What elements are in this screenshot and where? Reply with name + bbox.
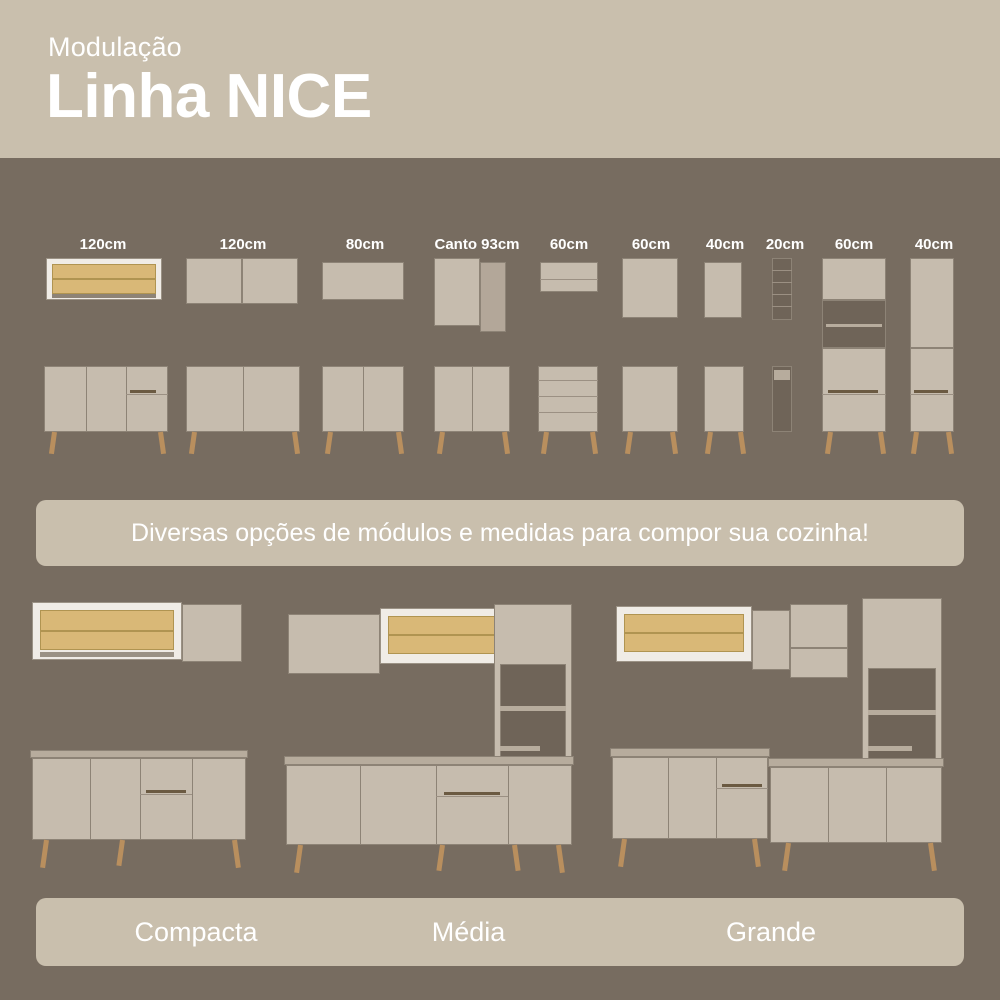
- grande-base-div-1: [668, 757, 669, 839]
- module-label-80: 80cm: [345, 236, 385, 253]
- grande-wall-glass-shelf: [624, 632, 744, 634]
- leg: [396, 432, 404, 454]
- tall-column-top-door: [822, 258, 886, 300]
- leg: [928, 843, 937, 871]
- module-label-corner: Canto 93cm: [434, 236, 520, 253]
- leg: [437, 432, 445, 454]
- wall-2-door-right: [242, 258, 298, 304]
- leg: [502, 432, 510, 454]
- base-1-door-narrow: [704, 366, 744, 432]
- compacta-base-drawer: [140, 794, 192, 795]
- drawer-line: [538, 396, 598, 397]
- module-label-40b: 40cm: [914, 236, 954, 253]
- wall-glass-unit-handle: [52, 294, 156, 298]
- composition-labels-bar: [36, 898, 964, 966]
- leg: [738, 432, 746, 454]
- wall-bottle-rack: [772, 258, 792, 320]
- module-label-60b: 60cm: [631, 236, 671, 253]
- media-base: [286, 765, 572, 845]
- leg: [49, 432, 57, 454]
- media-base-div-2: [436, 765, 437, 845]
- leg: [541, 432, 549, 454]
- base-3-door-drawer: [44, 366, 168, 432]
- media-counter-top: [284, 756, 574, 765]
- base-3-door-handle: [130, 390, 156, 393]
- base-3-door-drawer-line: [126, 394, 168, 395]
- wall-1-door-tall: [622, 258, 678, 318]
- wall-corner-right: [480, 262, 506, 332]
- module-label-40a: 40cm: [705, 236, 745, 253]
- leg: [946, 432, 954, 454]
- grande-base-right: [770, 767, 942, 843]
- header-bar: [0, 0, 1000, 158]
- base-column-shelf-handle: [828, 390, 878, 393]
- label-media: Média: [431, 917, 506, 947]
- media-base-drawer: [436, 796, 508, 797]
- label-compacta: Compacta: [134, 917, 258, 947]
- grande-base-right-div-2: [886, 767, 887, 843]
- module-label-20: 20cm: [765, 236, 805, 253]
- compacta-wall-door: [182, 604, 242, 662]
- grande-base-left: [612, 757, 768, 839]
- wall-short: [540, 262, 598, 292]
- leg: [878, 432, 886, 454]
- drawer-line: [538, 412, 598, 413]
- media-base-div-3: [508, 765, 509, 845]
- grande-counter-top-right: [768, 758, 944, 767]
- leg: [512, 845, 521, 871]
- base-2-door-div: [243, 366, 244, 432]
- grande-base-handle: [722, 784, 762, 787]
- tall-column-shelf-board: [826, 324, 882, 327]
- grande-wall-door-corner: [752, 610, 790, 670]
- leg: [911, 432, 919, 454]
- compacta-base-div-1: [90, 758, 91, 840]
- leg: [752, 839, 761, 867]
- grande-base-div-2: [716, 757, 717, 839]
- compacta-wall-shelf: [40, 630, 174, 632]
- compacta-base-handle: [146, 790, 186, 793]
- media-wall-door-left: [288, 614, 380, 674]
- wall-short-divider: [540, 279, 598, 280]
- wall-corner-left: [434, 258, 480, 326]
- leg: [40, 840, 49, 868]
- bottle-rack-line-2: [772, 282, 792, 283]
- bottle-rack-line-4: [772, 306, 792, 307]
- leg: [116, 840, 125, 866]
- wall-narrow: [704, 262, 742, 318]
- base-2-door-small-div: [363, 366, 364, 432]
- leg: [618, 839, 627, 867]
- leg: [782, 843, 791, 871]
- base-4-drawer: [538, 366, 598, 432]
- grande-counter-top-left: [610, 748, 770, 757]
- leg: [189, 432, 197, 454]
- grande-base-right-div-1: [828, 767, 829, 843]
- grande-column-open: [868, 668, 936, 772]
- leg: [436, 845, 445, 871]
- base-column-shelf-line: [822, 394, 886, 395]
- drawer-line: [538, 380, 598, 381]
- media-column-shelf-1: [500, 706, 566, 711]
- bottle-rack-line-3: [772, 294, 792, 295]
- tagline-banner: [36, 500, 964, 566]
- compacta-base-div-2: [140, 758, 141, 840]
- base-column-handle: [914, 390, 948, 393]
- page-title: Linha NICE: [46, 62, 372, 131]
- grande-wall-door-right-top: [790, 604, 848, 648]
- leg: [825, 432, 833, 454]
- base-1-door: [622, 366, 678, 432]
- leg: [590, 432, 598, 454]
- wall-2-door-left: [186, 258, 242, 304]
- tall-column-door: [910, 258, 954, 348]
- leg: [556, 845, 565, 873]
- module-label-60c: 60cm: [834, 236, 874, 253]
- module-label-120b: 120cm: [219, 236, 267, 253]
- grande-column-shelf-1: [868, 710, 936, 715]
- base-bottle-rack-top: [774, 370, 790, 380]
- grande-base-drawer: [716, 788, 768, 789]
- module-label-120a: 120cm: [79, 236, 127, 253]
- compacta-base-div-3: [192, 758, 193, 840]
- label-grande: Grande: [725, 917, 817, 947]
- module-catalog: [0, 158, 1000, 488]
- leg: [158, 432, 166, 454]
- base-3-door-div-1: [86, 366, 87, 432]
- bottle-rack-line-1: [772, 270, 792, 271]
- compacta-base: [32, 758, 246, 840]
- leg: [705, 432, 713, 454]
- wall-1-door: [322, 262, 404, 300]
- compacta-counter-top: [30, 750, 248, 758]
- leg: [625, 432, 633, 454]
- media-base-div-1: [360, 765, 361, 845]
- base-column-line: [910, 394, 954, 395]
- media-column-shelf-2: [500, 746, 540, 751]
- media-wall-glass-shelf: [388, 634, 498, 636]
- header-subtitle: Modulação: [48, 32, 182, 62]
- leg: [325, 432, 333, 454]
- base-3-door-div-2: [126, 366, 127, 432]
- leg: [292, 432, 300, 454]
- wall-glass-unit-shelf: [52, 278, 156, 280]
- leg: [670, 432, 678, 454]
- leg: [232, 840, 241, 868]
- module-label-60a: 60cm: [549, 236, 589, 253]
- leg: [294, 845, 303, 873]
- media-base-handle: [444, 792, 500, 795]
- composition-gallery: [0, 580, 1000, 880]
- compacta-wall-handle: [40, 652, 174, 657]
- grande-wall-door-right-bottom: [790, 648, 848, 678]
- grande-column-shelf-2: [868, 746, 912, 751]
- tagline-text: Diversas opções de módulos e medidas para compor sua cozinha!: [131, 519, 869, 547]
- base-corner-div: [472, 366, 473, 432]
